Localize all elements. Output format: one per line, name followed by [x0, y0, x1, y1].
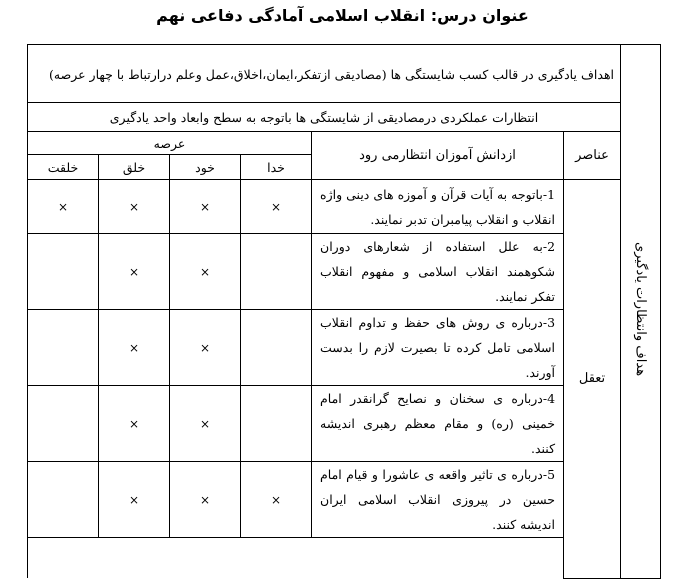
table-row	[28, 180, 661, 234]
mark-cell	[28, 310, 99, 386]
goals-text: اهداف یادگیری در قالب کسب شایستگی ها (مصادیقی ازتفکر،ایمان،اخلاق،عمل وعلم درارتباط با چهار عرصه)	[28, 45, 621, 103]
mark-cell	[241, 386, 312, 462]
mark-cell: ×	[99, 310, 170, 386]
mark-cell: ×	[241, 462, 312, 538]
objective-text: 5-درباره ی تاثیر واقعه ی عاشورا و قیام امام حسین در پیروزی انقلاب اسلامی ایران اندیشه کنند.	[312, 462, 564, 538]
table-continuation	[28, 538, 564, 579]
arena-col-people: خلق	[99, 155, 170, 180]
mark-cell: ×	[99, 180, 170, 234]
header-arena: عرصه	[28, 132, 312, 155]
mark-cell: ×	[170, 310, 241, 386]
mark-cell: ×	[170, 462, 241, 538]
mark-cell	[241, 310, 312, 386]
arena-col-god: خدا	[241, 155, 312, 180]
mark-cell: ×	[99, 462, 170, 538]
mark-cell: ×	[99, 386, 170, 462]
performance-text: انتظارات عملکردی درمصادیقی از شایستگی ها باتوجه به سطح وابعاد واحد یادگیری	[28, 103, 621, 132]
header-elements: عناصر	[564, 132, 621, 180]
page-title: عنوان درس: انقلاب اسلامی آمادگی دفاعی نهم	[156, 6, 529, 25]
side-label: هداف وانتظارات یادگیری	[633, 242, 649, 377]
learning-objectives-table	[27, 44, 661, 579]
element-value: تعقل	[564, 180, 621, 579]
mark-cell: ×	[170, 234, 241, 310]
mark-cell	[28, 462, 99, 538]
mark-cell: ×	[99, 234, 170, 310]
objective-text: 1-باتوجه به آیات قرآن و آموزه های دینی واژه انقلاب و انقلاب پیامبران تدبر نمایند.	[312, 180, 564, 234]
mark-cell	[241, 234, 312, 310]
mark-cell: ×	[170, 180, 241, 234]
objective-text: 3-درباره ی روش های حفظ و تداوم انقلاب اسلامی تامل کرده تا بصیرت لازم را بدست آورند.	[312, 310, 564, 386]
side-label-cell	[621, 45, 661, 579]
mark-cell: ×	[170, 386, 241, 462]
arena-col-creation: خلقت	[28, 155, 99, 180]
mark-cell	[28, 234, 99, 310]
arena-col-self: خود	[170, 155, 241, 180]
mark-cell	[28, 386, 99, 462]
header-scope: ازدانش آموزان انتظارمی رود	[312, 132, 564, 180]
mark-cell: ×	[28, 180, 99, 234]
mark-cell: ×	[241, 180, 312, 234]
objective-text: 4-درباره ی سخنان و نصایح گرانقدر امام خمینی (ره) و مقام معظم رهبری اندیشه کنند.	[312, 386, 564, 462]
objective-text: 2-به علل استفاده از شعارهای دوران شکوهمند انقلاب اسلامی و مفهوم انقلاب تفکر نمایند.	[312, 234, 564, 310]
